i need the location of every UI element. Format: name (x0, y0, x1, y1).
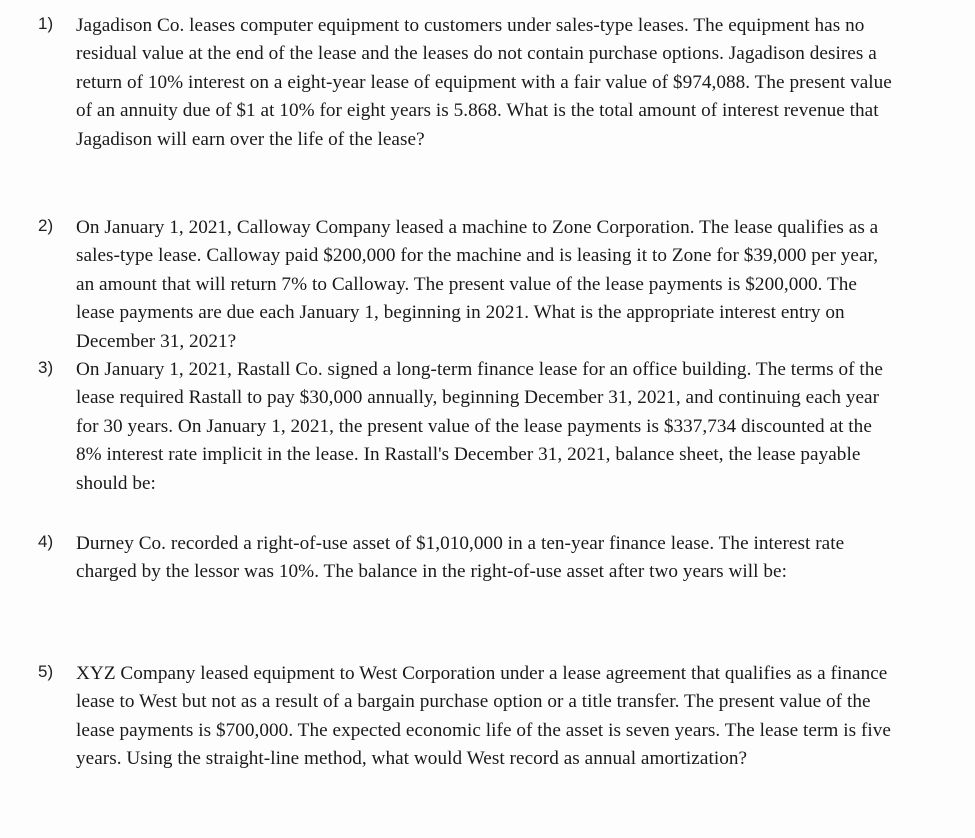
question-number: 5) (38, 662, 54, 681)
question-text: On January 1, 2021, Calloway Company leased a machine to Zone Corporation. The lease qualifies as a sales-type lease. Calloway paid $200,000 for the machine and is leasing it to Zone for $39,000 per year, an amount that will return 7% to Calloway. The present value of the lease payments is $200,000. The lease payments are due each January 1, beginning in 2021. What is the appropriate interest entry on December 31, 2021? (76, 217, 879, 352)
question-text: Durney Co. recorded a right-of-use asset of $1,010,000 in a ten-year finance lease. The interest rate charged by the lessor was 10%. The balance in the right-of-use asset after two years will be: (76, 533, 845, 583)
question-number: 3) (38, 358, 54, 377)
question-number: 4) (38, 532, 54, 551)
question-number: 1) (38, 14, 54, 33)
question-text: XYZ Company leased equipment to West Corporation under a lease agreement that qualifies as a finance lease to West but not as a result of a bargain purchase option or a title transfer. The present value of the lease payments is $700,000. The expected economic life of the asset is seven years. The lease term is five years. Using the straight-line method, what would West record as annual amortization? (76, 663, 891, 770)
question-text: On January 1, 2021, Rastall Co. signed a long-term finance lease for an office building. The terms of the lease required Rastall to pay $30,000 annually, beginning December 31, 2021, and continuing each year for 30 years. On January 1, 2021, the present value of the lease payments is $337,734 discounted at the 8% interest rate implicit in the lease. In Rastall's December 31, 2021, balance sheet, the lease payable should be: (76, 359, 884, 494)
question-number: 2) (38, 216, 54, 235)
question-text: Jagadison Co. leases computer equipment to customers under sales-type leases. The equipment has no residual value at the end of the lease and the leases do not contain purchase options. Jagadison desires a return of 10% interest on a eight-year lease of equipment with a fair value of $974,088. The present value of an annuity due of $1 at 10% for eight years is 5.868. What is the total amount of interest revenue that Jagadison will earn over the life of the lease? (76, 15, 892, 150)
